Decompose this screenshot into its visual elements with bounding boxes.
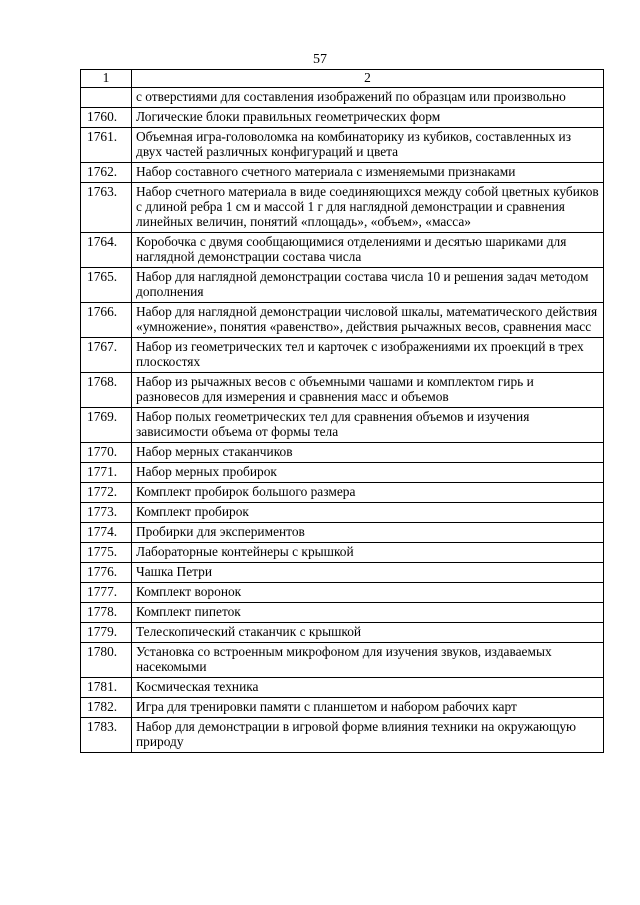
item-number: 1772. <box>81 483 132 503</box>
table-row <box>81 128 604 163</box>
item-number: 1781. <box>81 678 132 698</box>
table-row <box>81 718 604 753</box>
table-header-row <box>81 70 604 88</box>
item-number: 1764. <box>81 233 132 268</box>
item-number <box>81 88 132 108</box>
item-description: Набор счетного материала в виде соединяющихся между собой цветных кубиков с длиной ребра 1 см и массой 1 г для наглядной демонстрации и сравнения линейных величин, понятий «площадь», «объем», «масса» <box>132 183 604 233</box>
table-row <box>81 463 604 483</box>
table-row <box>81 443 604 463</box>
item-number: 1765. <box>81 268 132 303</box>
item-number: 1771. <box>81 463 132 483</box>
item-number: 1768. <box>81 373 132 408</box>
item-number: 1783. <box>81 718 132 753</box>
item-description: с отверстиями для составления изображений по образцам или произвольно <box>132 88 604 108</box>
table-row <box>81 523 604 543</box>
item-number: 1763. <box>81 183 132 233</box>
item-description: Лабораторные контейнеры с крышкой <box>132 543 604 563</box>
item-description: Набор для наглядной демонстрации состава числа 10 и решения задач методом дополнения <box>132 268 604 303</box>
item-description: Набор для наглядной демонстрации числовой шкалы, математического действия «умножение», понятия «равенство», действия рычажных весов, сравнения масс <box>132 303 604 338</box>
table-row <box>81 643 604 678</box>
item-description: Космическая техника <box>132 678 604 698</box>
item-description: Набор мерных стаканчиков <box>132 443 604 463</box>
table-row <box>81 303 604 338</box>
item-description: Пробирки для экспериментов <box>132 523 604 543</box>
page-number: 57 <box>313 52 327 67</box>
item-description: Набор для демонстрации в игровой форме влияния техники на окружающую природу <box>132 718 604 753</box>
table-row <box>81 483 604 503</box>
item-description: Набор из рычажных весов с объемными чашами и комплектом гирь и разновесов для измерения и сравнения масс и объемов <box>132 373 604 408</box>
item-description: Комплект пробирок <box>132 503 604 523</box>
item-number: 1769. <box>81 408 132 443</box>
item-number: 1762. <box>81 163 132 183</box>
item-description: Установка со встроенным микрофоном для изучения звуков, издаваемых насекомыми <box>132 643 604 678</box>
header-col-2: 2 <box>132 70 604 88</box>
table-row <box>81 503 604 523</box>
item-number: 1773. <box>81 503 132 523</box>
table-row <box>81 603 604 623</box>
table-row <box>81 623 604 643</box>
item-description: Комплект воронок <box>132 583 604 603</box>
item-number: 1778. <box>81 603 132 623</box>
table-row <box>81 408 604 443</box>
table-row <box>81 698 604 718</box>
item-description: Логические блоки правильных геометрических форм <box>132 108 604 128</box>
item-description: Набор из геометрических тел и карточек с изображениями их проекций в трех плоскостях <box>132 338 604 373</box>
item-number: 1767. <box>81 338 132 373</box>
item-description: Коробочка с двумя сообщающимися отделениями и десятью шариками для наглядной демонстрации состава числа <box>132 233 604 268</box>
item-description: Комплект пипеток <box>132 603 604 623</box>
item-description: Набор составного счетного материала с изменяемыми признаками <box>132 163 604 183</box>
table-row <box>81 88 604 108</box>
item-number: 1766. <box>81 303 132 338</box>
table-row <box>81 163 604 183</box>
item-number: 1777. <box>81 583 132 603</box>
table-row <box>81 563 604 583</box>
item-number: 1761. <box>81 128 132 163</box>
table-row <box>81 233 604 268</box>
item-description: Чашка Петри <box>132 563 604 583</box>
item-number: 1782. <box>81 698 132 718</box>
table-row <box>81 183 604 233</box>
item-description: Объемная игра-головоломка на комбинаторику из кубиков, составленных из двух частей различных конфигураций и цвета <box>132 128 604 163</box>
item-number: 1779. <box>81 623 132 643</box>
item-number: 1776. <box>81 563 132 583</box>
table-row <box>81 583 604 603</box>
table-row <box>81 108 604 128</box>
item-description: Игра для тренировки памяти с планшетом и набором рабочих карт <box>132 698 604 718</box>
item-number: 1775. <box>81 543 132 563</box>
item-description: Набор полых геометрических тел для сравнения объемов и изучения зависимости объема от формы тела <box>132 408 604 443</box>
item-description: Набор мерных пробирок <box>132 463 604 483</box>
table-row <box>81 268 604 303</box>
item-description: Комплект пробирок большого размера <box>132 483 604 503</box>
item-number: 1760. <box>81 108 132 128</box>
table-row <box>81 543 604 563</box>
item-number: 1774. <box>81 523 132 543</box>
item-number: 1770. <box>81 443 132 463</box>
table-row <box>81 338 604 373</box>
item-description: Телескопический стаканчик с крышкой <box>132 623 604 643</box>
items-table <box>80 69 604 753</box>
table-row <box>81 373 604 408</box>
table-row <box>81 678 604 698</box>
header-col-1: 1 <box>81 70 132 88</box>
item-number: 1780. <box>81 643 132 678</box>
